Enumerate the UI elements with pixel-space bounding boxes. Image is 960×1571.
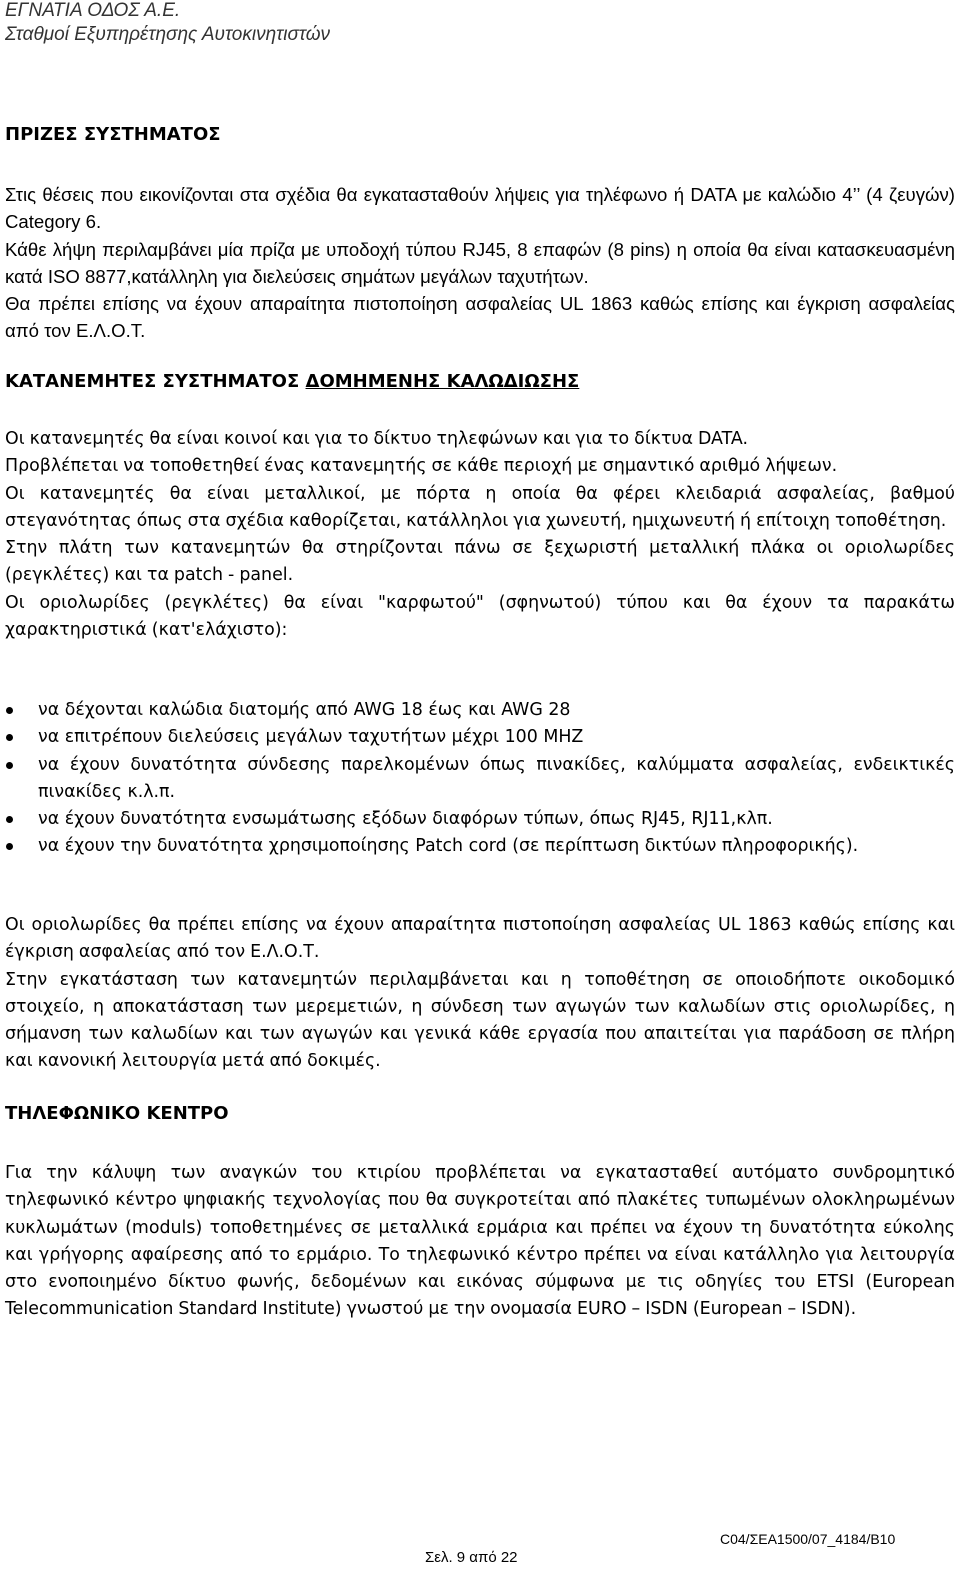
bullet-icon: [6, 734, 13, 741]
bullet-icon: [6, 707, 13, 714]
document-code: C04/ΣΕΑ1500/07_4184/B10: [720, 1531, 896, 1547]
distributors-heading-underlined: ΔΟΜΗΜΕΝΗΣ ΚΑΛΩΔΙΩΣΗΣ: [305, 371, 580, 392]
list-item: να έχουν την δυνατότητα χρησιμοποίησης Patch cord (σε περίπτωση δικτύων πληροφορικής).: [0, 833, 955, 860]
bullet-icon: [6, 816, 13, 823]
pbx-text: Για την κάλυψη των αναγκών του κτιρίου προβλέπεται να εγκατασταθεί αυτόματο συνδρομητικό τηλεφωνικό κέντρο ψηφιακής τεχνολογίας που θα συγκροτείται από πλακέτες τυπωμένων ολοκληρωμένων κυκλωμάτων (moduls) τοποθετημένες σε μεταλλικά ερμάρια και πρέπει να έχουν τη δυνατότητα εύκολης και γρήγορης αφαίρεσης από το ερμάριο. Το τηλεφωνικό κέντρο πρέπει να είναι κατάλληλο για λειτουργία στο ενοποιημένο δίκτυο φωνής, δεδομένων και εικόνας σύμφωνα με τις οδηγίες του ETSI (European Telecommunication Standard Institute) γνωστού με την ονομασία EURO – ISDN (European – ISDN).: [5, 1163, 955, 1320]
pbx-heading: ΤΗΛΕΦΩΝΙΚΟ ΚΕΝΤΡΟ: [5, 1103, 229, 1124]
sockets-paragraph: [5, 181, 955, 345]
page-number: Σελ. 9 από 22: [425, 1549, 518, 1566]
list-item: να έχουν δυνατότητα σύνδεσης παρελκομένων όπως πινακίδες, καλύμματα ασφαλείας, ενδεικτικές πινακίδες κ.λ.π.: [0, 752, 955, 807]
header-company: ΕΓΝΑΤΙΑ ΟΔΟΣ Α.Ε.: [5, 0, 181, 21]
sockets-text: Στις θέσεις που εικονίζονται στα σχέδια θα εγκατασταθούν λήψεις για τηλέφωνο ή DATA με καλώδιο 4’’ (4 ζευγών) Category 6. Κάθε λήψη περιλαμβάνει μία πρίζα με υποδοχή τύπου RJ45, 8 επαφών (8 pins) η οποία θα είναι κατασκευασμένη κατά ISO 8877,κατάλληλη για διελεύσεις σημάτων μεγάλων ταχυτήτων. Θα πρέπει επίσης να έχουν απαραίτητα πιστοποίηση ασφαλείας UL 1863 καθώς επίσης και έγκριση ασφαλείας από τον Ε.Λ.Ο.Τ.: [5, 184, 955, 342]
distributors-closing: [5, 912, 955, 1076]
list-item: να έχουν δυνατότητα ενσωμάτωσης εξόδων διαφόρων τύπων, όπως RJ45, RJ11,κλπ.: [0, 806, 955, 833]
list-item: να δέχονται καλώδια διατομής από AWG 18 έως και AWG 28: [0, 697, 955, 724]
bullet-icon: [6, 762, 13, 769]
distributors-text: Οι κατανεμητές θα είναι κοινοί και για το δίκτυο τηλεφώνων και για το δίκτυα DATA. Προβλέπεται να τοποθετηθεί ένας κατανεμητής σε κάθε περιοχή με σημαντικό αριθμό λήψεων. Οι κατανεμητές θα είναι μεταλλικοί, με πόρτα η οποία θα φέρει κλειδαριά ασφαλείας, βαθμού στεγανότητας όπως στα σχέδια καθορίζεται, κατάλληλοι για χωνευτή, ημιχωνευτή ή επίτοιχη τοποθέτηση. Στην πλάτη των κατανεμητών θα στηρίζονται πάνω σε ξεχωριστή μεταλλική πλάκα οι οριολωρίδες (ρεγκλέτες) και τα patch - panel. Οι οριολωρίδες (ρεγκλέτες) θα είναι "καρφωτού" (σφηνωτού) τύπου και θα έχουν τα παρακάτω χαρακτηριστικά (κατ'ελάχιστο):: [5, 429, 955, 641]
distributors-bullet-list: [0, 697, 955, 861]
bullet-icon: [6, 843, 13, 850]
distributors-closing-text: Οι οριολωρίδες θα πρέπει επίσης να έχουν απαραίτητα πιστοποίηση ασφαλείας UL 1863 καθώς επίσης και έγκριση ασφαλείας από τον Ε.Λ.Ο.Τ. Στην εγκατάσταση των κατανεμητών περιλαμβάνεται και η τοποθέτηση σε οποιοδήποτε οικοδομικό στοιχείο, η αποκατάσταση των μερεμετιών, η σύνδεση των αγωγών των καλωδίων στις οριολωρίδες, η σήμανση των καλωδίων και των αγωγών και γενικά κάθε εργασία που απαιτείται για παράδοση σε πλήρη και κανονική λειτουργία μετά από δοκιμές.: [5, 915, 955, 1072]
header-subtitle: Σταθμοί Εξυπηρέτησης Αυτοκινητιστών: [5, 24, 331, 45]
distributors-paragraph: [5, 426, 955, 644]
list-item: να επιτρέπουν διελεύσεις μεγάλων ταχυτήτων μέχρι 100 MHZ: [0, 724, 955, 751]
pbx-paragraph: [5, 1160, 955, 1324]
distributors-heading: [5, 371, 579, 393]
sockets-heading: ΠΡΙΖΕΣ ΣΥΣΤΗΜΑΤΟΣ: [5, 124, 221, 145]
distributors-heading-main: ΚΑΤΑΝΕΜΗΤΕΣ ΣΥΣΤΗΜΑΤΟΣ: [5, 371, 306, 392]
